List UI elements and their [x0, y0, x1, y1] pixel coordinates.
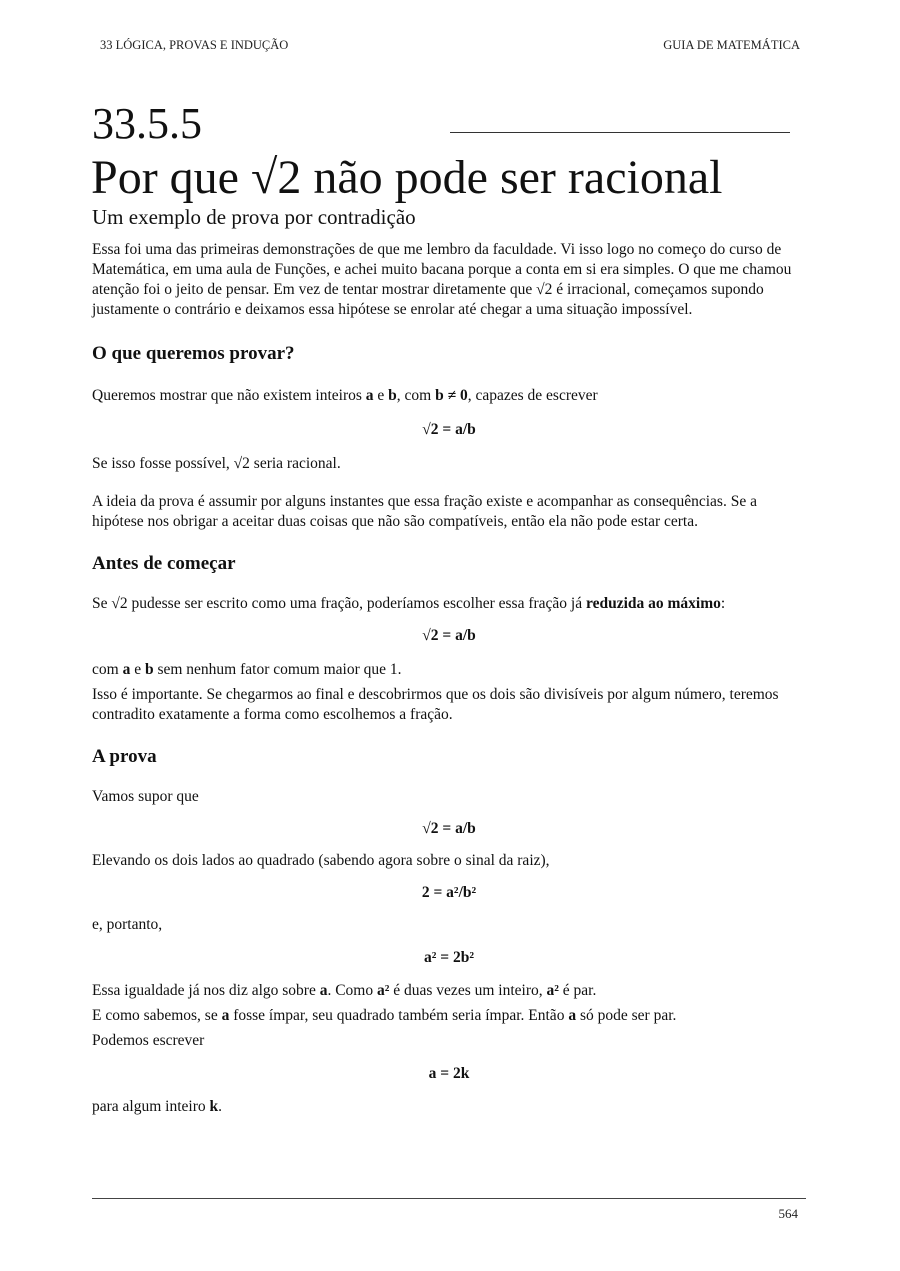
- text-span: Essa igualdade já nos diz algo sobre: [92, 982, 320, 999]
- var-a: a: [319, 982, 328, 999]
- paragraph: [92, 594, 806, 614]
- var-k: k: [209, 1098, 219, 1115]
- equation: a² = 2b²: [424, 949, 474, 966]
- header-chapter: 33 LÓGICA, PROVAS E INDUÇÃO: [100, 38, 289, 52]
- paragraph: Podemos escrever: [92, 1032, 205, 1049]
- equation: √2 = a/b: [422, 820, 476, 837]
- text-span: :: [720, 595, 726, 612]
- page-title: Por que √2 não pode ser racional: [91, 151, 723, 204]
- var-b: b: [144, 661, 154, 678]
- section-number: 33.5.5: [92, 99, 202, 148]
- var-a-squared: a²: [376, 982, 390, 999]
- paragraph: [92, 1006, 806, 1026]
- paragraph: e, portanto,: [92, 916, 163, 933]
- text-span: e: [373, 387, 389, 404]
- content-body: [92, 240, 806, 1117]
- text-span: e: [130, 661, 145, 678]
- header-book-title: GUIA DE MATEMÁTICA: [663, 38, 800, 52]
- emphasis: reduzida ao máximo: [585, 595, 721, 612]
- text-span: fosse ímpar, seu quadrado também seria ímpar. Então: [229, 1007, 569, 1024]
- paragraph: Elevando os dois lados ao quadrado (sabendo agora sobre o sinal da raiz),: [92, 852, 550, 869]
- equation: 2 = a²/b²: [421, 884, 477, 901]
- condition: b ≠ 0: [435, 387, 468, 404]
- text-span: Se √2 pudesse ser escrito como uma fração, poderíamos escolher essa fração já: [92, 595, 586, 612]
- page-number: 564: [778, 1206, 798, 1221]
- paragraph: Vamos supor que: [92, 788, 199, 805]
- var-a-squared: a²: [546, 982, 559, 999]
- paragraph: Isso é importante. Se chegarmos ao final e descobrirmos que os dois são divisíveis por algum número, teremos contradito exatamente a forma como escolhemos a fração.: [92, 686, 779, 723]
- text-span: sem nenhum fator comum maior que 1.: [153, 661, 402, 678]
- equation: √2 = a/b: [422, 421, 476, 438]
- text-span: Queremos mostrar que não existem inteiros: [92, 387, 366, 404]
- paragraph: [92, 660, 806, 680]
- title-rule: [450, 132, 790, 133]
- equation: a = 2k: [428, 1065, 470, 1082]
- var-a: a: [365, 387, 374, 404]
- text-span: E como sabemos, se: [92, 1007, 222, 1024]
- text-span: para algum inteiro: [92, 1098, 210, 1115]
- var-b: b: [388, 387, 397, 404]
- goal-paragraph: [92, 386, 806, 406]
- paragraph: [92, 1097, 806, 1117]
- paragraph: [92, 981, 806, 1001]
- text-span: .: [218, 1098, 222, 1115]
- text-span: com: [92, 661, 123, 678]
- paragraph: A ideia da prova é assumir por alguns instantes que essa fração existe e acompanhar as consequências. Se a hipótese nos obrigar a aceitar duas coisas que não são compatíveis, então ela não pode estar certa.: [92, 493, 757, 530]
- running-header: [100, 38, 800, 53]
- text-span: é duas vezes um inteiro,: [389, 982, 547, 999]
- footer-rule: [92, 1198, 806, 1199]
- text-span: é par.: [558, 982, 597, 999]
- page-subtitle: Um exemplo de prova por contradição: [92, 205, 416, 229]
- text-span: , capazes de escrever: [467, 387, 598, 404]
- intro-paragraph: Essa foi uma das primeiras demonstrações de que me lembro da faculdade. Vi isso logo no começo do curso de Matemática, em uma aula de Funções, e achei muito bacana porque a conta em si era simples. O que me chamou atenção foi o jeito de pensar. Em vez de tentar mostrar diretamente que √2 é irracional, começamos supondo justamente o contrário e deixamos essa hipótese se enrolar até chegar a uma situação impossível.: [92, 241, 792, 318]
- section-heading-goal: O que queremos provar?: [92, 343, 295, 364]
- equation: √2 = a/b: [422, 627, 476, 644]
- var-a: a: [122, 661, 131, 678]
- var-a: a: [221, 1007, 230, 1024]
- section-heading-proof: A prova: [92, 746, 157, 767]
- var-a: a: [568, 1007, 577, 1024]
- text-span: . Como: [327, 982, 377, 999]
- section-heading-before: Antes de começar: [92, 553, 236, 574]
- paragraph: Se isso fosse possível, √2 seria racional.: [92, 455, 341, 472]
- text-span: só pode ser par.: [576, 1007, 677, 1024]
- text-span: , com: [396, 387, 436, 404]
